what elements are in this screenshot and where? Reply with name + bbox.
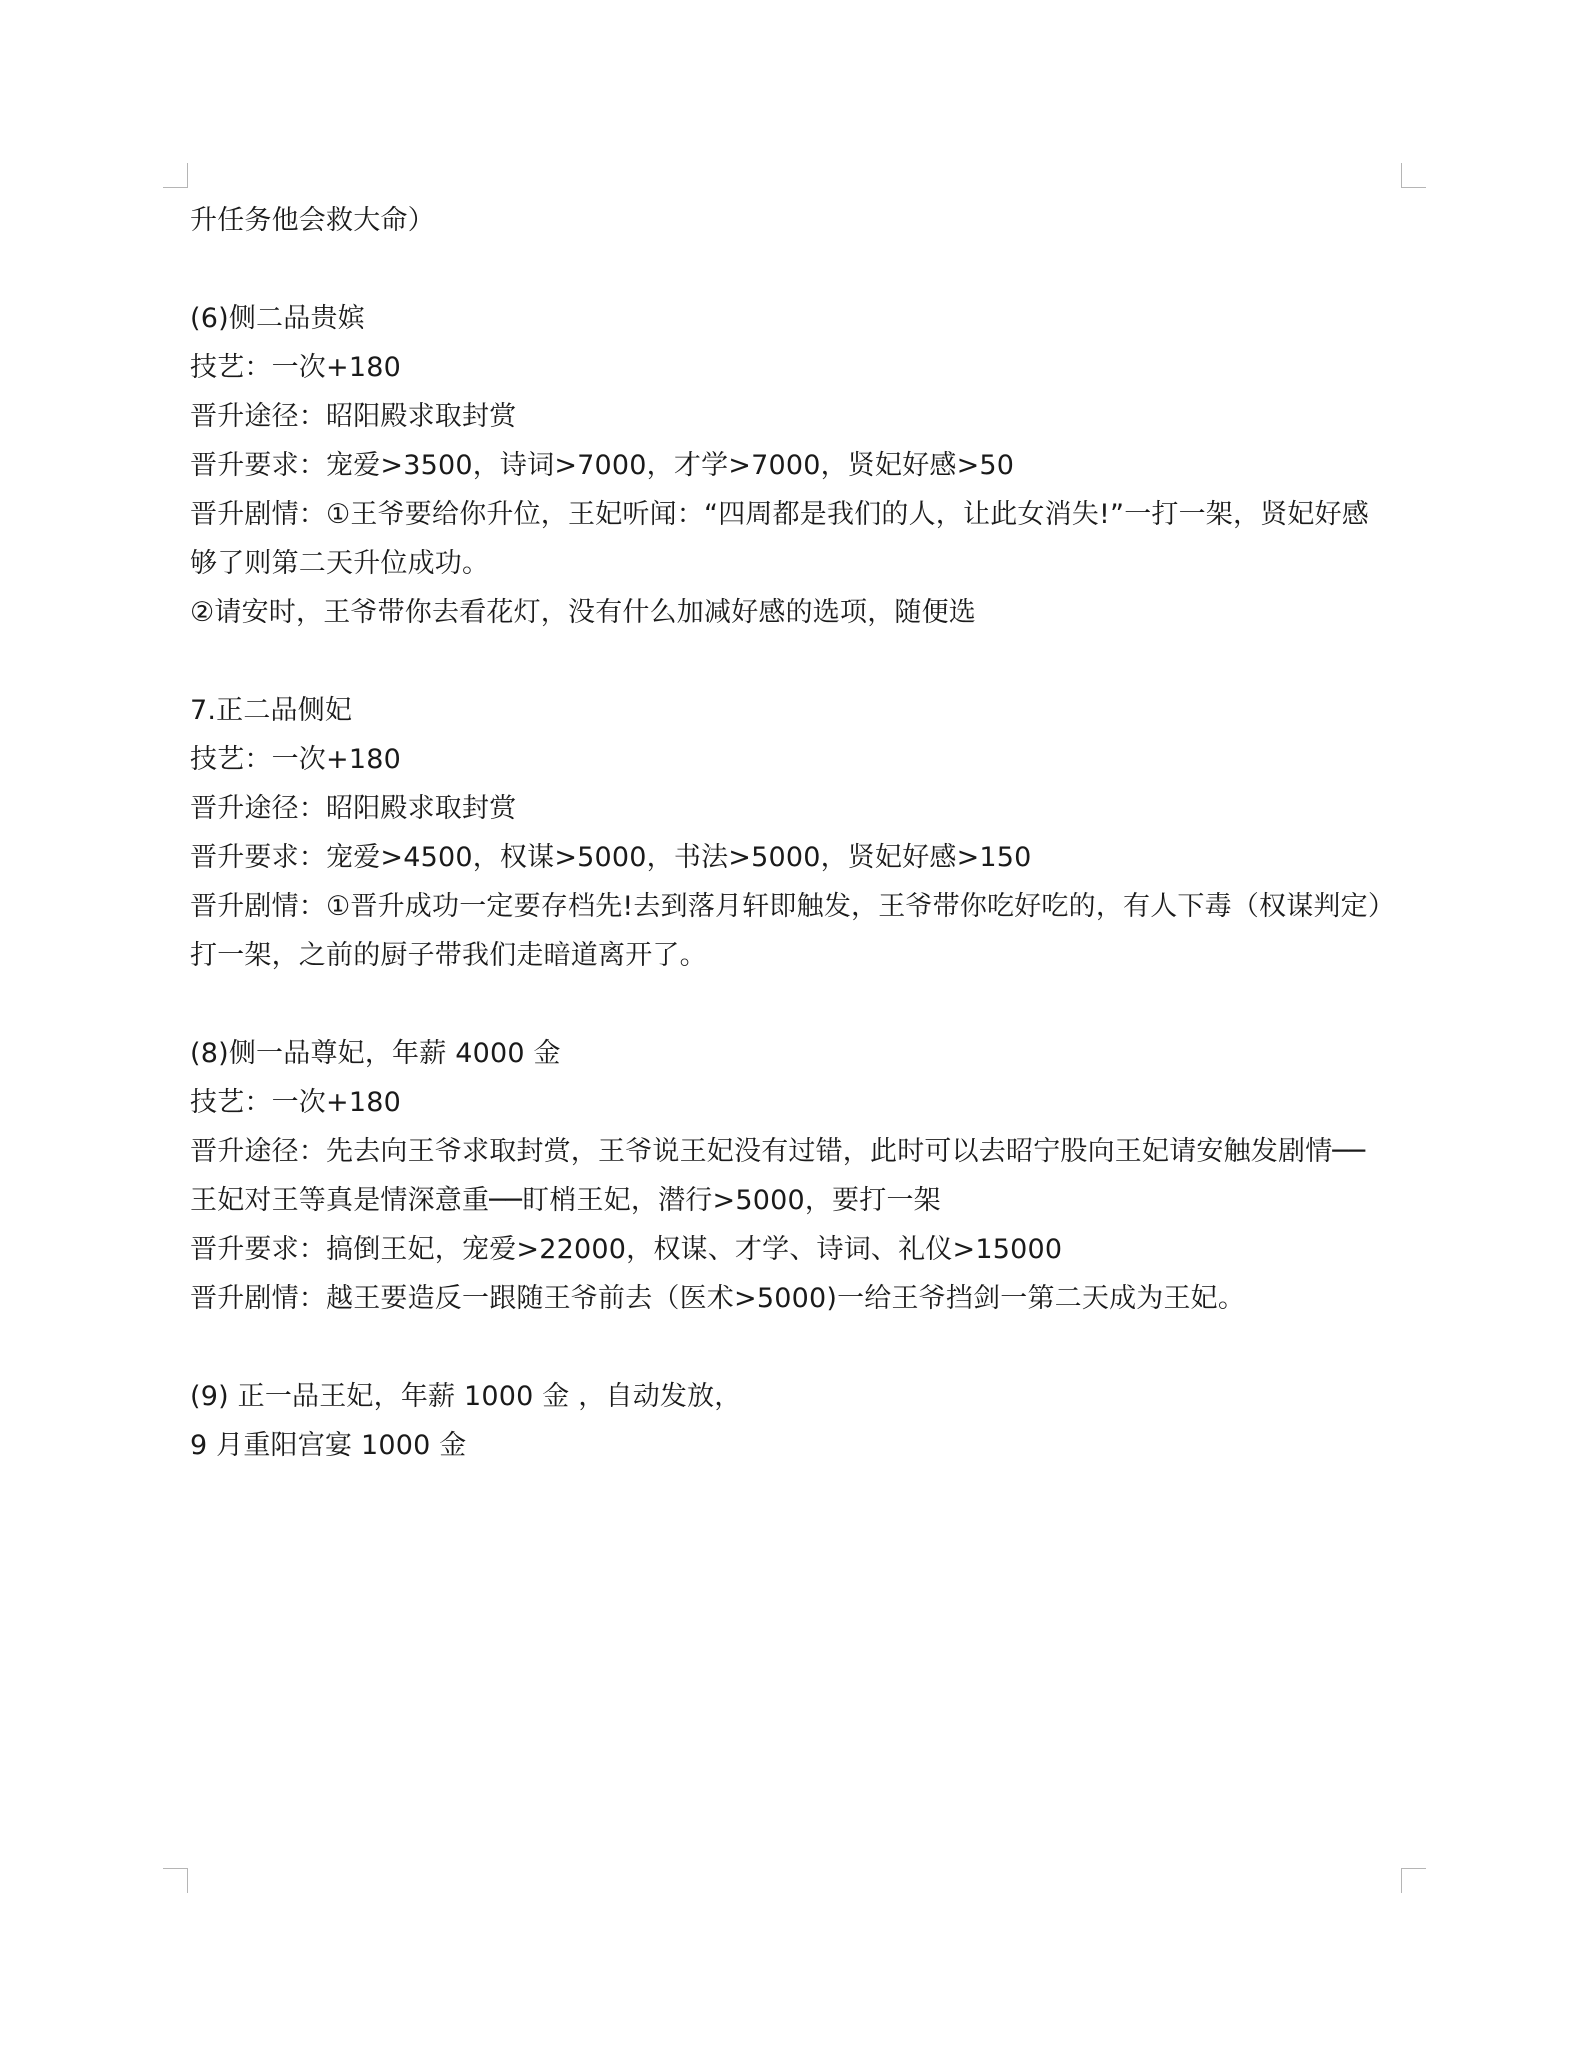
blank-line [190,245,1410,294]
crop-mark-top-left [163,163,188,188]
section-heading-7: 7.正二品侧妃 [190,695,353,726]
text-line: 晋升要求：搞倒王妃，宠爱>22000，权谋、才学、诗词、礼仪>15000 [190,1234,1063,1265]
crop-mark-bottom-right [1401,1868,1426,1893]
blank-line [190,637,1410,686]
text-line: 够了则第二天升位成功。 [190,548,490,579]
text-line: 晋升要求：宠爱>4500，权谋>5000，书法>5000，贤妃好感>150 [190,842,1032,873]
text-line: ②请安时，王爷带你去看花灯，没有什么加减好感的选项，随便选 [190,597,977,628]
crop-mark-top-right [1401,163,1426,188]
text-line: 晋升途径：昭阳殿求取封赏 [190,793,517,824]
section-heading-6: (6)侧二品贵嫔 [190,303,365,334]
text-line: 技艺：一次+180 [190,744,401,775]
text-line: 晋升剧情：①王爷要给你升位，王妃听闻：“四周都是我们的人，让此女消失!”一打一架，贤妃好感 [190,499,1370,530]
text-line: 技艺：一次+180 [190,352,401,383]
blank-line [190,980,1410,1029]
text-line: 升任务他会救大命） [190,205,435,236]
text-line: 技艺：一次+180 [190,1087,401,1118]
text-line: 9 月重阳宫宴 1000 金 [190,1430,467,1461]
document-body [190,196,1410,1470]
text-line: 晋升剧情：越王要造反一跟随王爷前去（医术>5000)一给王爷挡剑一第二天成为王妃。 [190,1283,1246,1314]
text-line: 晋升剧情：①晋升成功一定要存档先!去到落月轩即触发，王爷带你吃好吃的，有人下毒（权谋判定） [190,891,1396,922]
section-heading-8: (8)侧一品尊妃，年薪 4000 金 [190,1038,561,1069]
text-line: 晋升途径：昭阳殿求取封赏 [190,401,517,432]
crop-mark-bottom-left [163,1868,188,1893]
section-heading-9: (9) 正一品王妃，年薪 1000 金 ，自动发放， [190,1381,742,1412]
text-line: 晋升要求：宠爱>3500，诗词>7000，才学>7000，贤妃好感>50 [190,450,1015,481]
text-line: 晋升途径：先去向王爷求取封赏，王爷说王妃没有过错，此时可以去昭宁股向王妃请安触发剧情── [190,1136,1366,1167]
text-line: 王妃对王等真是情深意重──盯梢王妃，潜行>5000，要打一架 [190,1185,941,1216]
text-line: 打一架，之前的厨子带我们走暗道离开了。 [190,940,707,971]
blank-line [190,1323,1410,1372]
